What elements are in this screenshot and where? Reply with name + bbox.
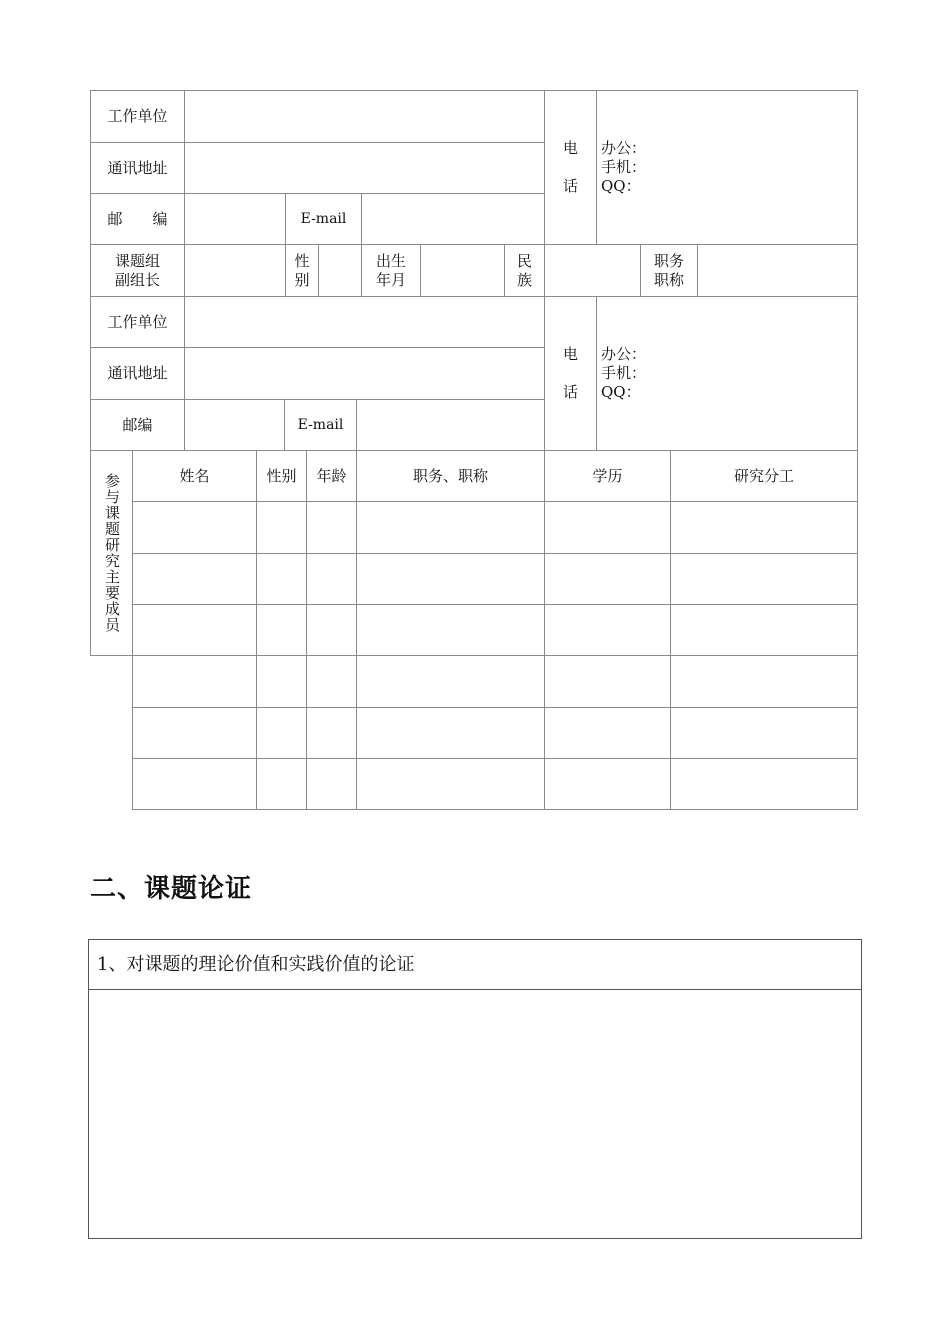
header-name: 姓名 [132, 450, 257, 502]
email-field[interactable] [361, 193, 545, 245]
member-cell-education[interactable] [544, 501, 671, 554]
birth-field[interactable] [420, 244, 505, 297]
deputy-postcode-label: 邮编 [90, 399, 185, 451]
header-education: 学历 [544, 450, 671, 502]
member-cell-age[interactable] [306, 707, 357, 760]
member-cell-age[interactable] [306, 553, 357, 606]
header-age: 年龄 [306, 450, 357, 502]
phone-field[interactable] [596, 90, 858, 245]
deputy-address-field[interactable] [184, 347, 545, 400]
section-title: 二、课题论证 [90, 874, 253, 904]
member-cell-name[interactable] [132, 501, 257, 554]
argument-item-1-label: 1、对课题的理论价值和实践价值的论证 [88, 939, 862, 990]
member-cell-position[interactable] [356, 604, 545, 657]
deputy-leader-label: 课题组 副组长 [90, 244, 185, 297]
member-cell-education[interactable] [544, 655, 671, 708]
member-cell-name[interactable] [132, 604, 257, 657]
member-cell-gender[interactable] [256, 604, 307, 657]
ethnicity-label: 民 族 [504, 244, 545, 297]
birth-label: 出生 年月 [361, 244, 421, 297]
gender-label: 性 别 [285, 244, 319, 297]
deputy-name-field[interactable] [184, 244, 286, 297]
member-cell-name[interactable] [132, 707, 257, 760]
deputy-postcode-field[interactable] [184, 399, 285, 451]
member-cell-position[interactable] [356, 655, 545, 708]
member-cell-gender[interactable] [256, 553, 307, 606]
member-cell-research-role[interactable] [670, 758, 858, 810]
member-cell-gender[interactable] [256, 707, 307, 760]
deputy-email-field[interactable] [356, 399, 545, 451]
deputy-address-label: 通讯地址 [90, 347, 185, 400]
work-unit-field[interactable] [184, 90, 545, 143]
header-position: 职务、职称 [356, 450, 545, 502]
member-cell-research-role[interactable] [670, 655, 858, 708]
address-field[interactable] [184, 142, 545, 194]
member-cell-research-role[interactable] [670, 501, 858, 554]
deputy-work-unit-field[interactable] [184, 296, 545, 348]
member-cell-education[interactable] [544, 758, 671, 810]
members-side-label: 参与课题研究主要成员 [90, 450, 133, 656]
member-cell-age[interactable] [306, 501, 357, 554]
deputy-email-label: E-mail [284, 399, 357, 451]
member-cell-gender[interactable] [256, 655, 307, 708]
deputy-phone-field[interactable] [596, 296, 858, 451]
deputy-work-unit-label: 工作单位 [90, 296, 185, 348]
address-label: 通讯地址 [90, 142, 185, 194]
member-cell-age[interactable] [306, 604, 357, 657]
member-cell-research-role[interactable] [670, 553, 858, 606]
member-cell-gender[interactable] [256, 501, 307, 554]
member-cell-research-role[interactable] [670, 604, 858, 657]
member-cell-education[interactable] [544, 707, 671, 760]
member-cell-gender[interactable] [256, 758, 307, 810]
deputy-phone-label: 电 话 [544, 296, 597, 451]
postcode-label: 邮 编 [90, 193, 185, 245]
phone-lines: 办公： 手机： QQ： [601, 139, 647, 195]
position-field[interactable] [697, 244, 858, 297]
position-label: 职务 职称 [640, 244, 698, 297]
header-research-role: 研究分工 [670, 450, 858, 502]
member-cell-research-role[interactable] [670, 707, 858, 760]
member-cell-age[interactable] [306, 758, 357, 810]
member-cell-name[interactable] [132, 758, 257, 810]
argument-item-1-field[interactable] [88, 989, 862, 1239]
member-cell-education[interactable] [544, 604, 671, 657]
member-cell-name[interactable] [132, 655, 257, 708]
member-cell-position[interactable] [356, 501, 545, 554]
gender-field[interactable] [318, 244, 362, 297]
member-cell-education[interactable] [544, 553, 671, 606]
member-cell-position[interactable] [356, 553, 545, 606]
deputy-phone-lines: 办公： 手机： QQ： [601, 345, 647, 401]
member-cell-position[interactable] [356, 758, 545, 810]
email-label: E-mail [285, 193, 362, 245]
member-cell-position[interactable] [356, 707, 545, 760]
member-cell-age[interactable] [306, 655, 357, 708]
header-gender: 性别 [256, 450, 307, 502]
postcode-field[interactable] [184, 193, 286, 245]
ethnicity-field[interactable] [544, 244, 641, 297]
member-cell-name[interactable] [132, 553, 257, 606]
phone-label: 电 话 [544, 90, 597, 245]
work-unit-label: 工作单位 [90, 90, 185, 143]
